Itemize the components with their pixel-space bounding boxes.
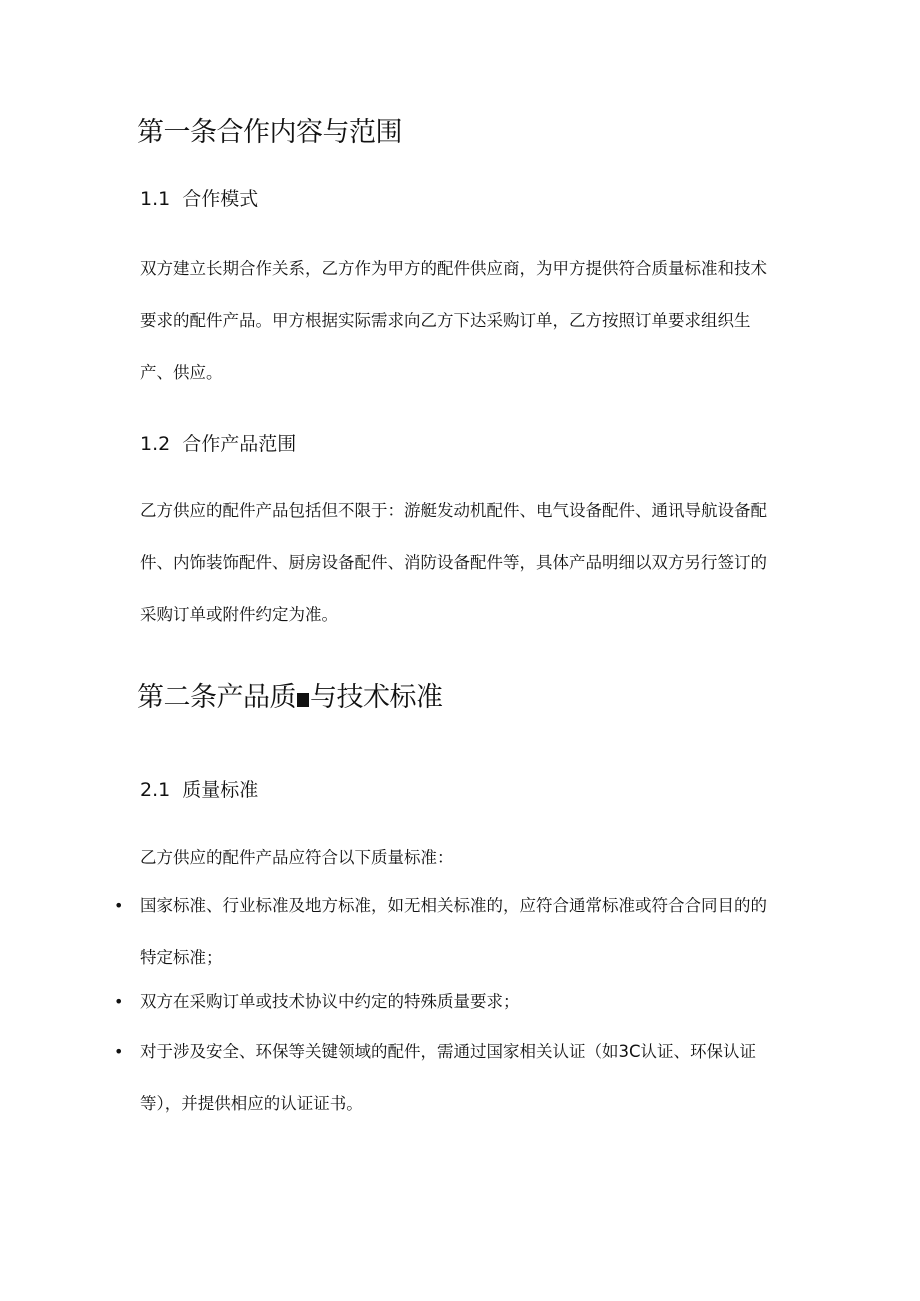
section-number: 1.1 bbox=[140, 188, 171, 210]
article-2-heading-part-a: 第二条产品质 bbox=[137, 682, 296, 713]
section-title: 合作模式 bbox=[182, 188, 259, 210]
list-item-text: 对于涉及安全、环保等关键领域的配件，需通过国家相关认证（如3C认证、环保认证等），并提供相应的认证证书。 bbox=[140, 1042, 757, 1113]
section-number: 1.2 bbox=[140, 433, 171, 455]
redacted-glyph-block bbox=[297, 693, 309, 707]
article-2-heading bbox=[137, 681, 443, 715]
section-title: 合作产品范围 bbox=[182, 433, 297, 455]
list-item-text: 国家标准、行业标准及地方标准，如无相关标准的，应符合通常标准或符合合同目的的特定标准； bbox=[140, 896, 767, 967]
section-1-2-paragraph: 乙方供应的配件产品包括但不限于：游艇发动机配件、电气设备配件、通讯导航设备配件、内饰装饰配件、厨房设备配件、消防设备配件等，具体产品明细以双方另行签订的采购订单或附件约定为准。 bbox=[140, 501, 767, 624]
section-number: 2.1 bbox=[140, 779, 171, 801]
bullet-icon: • bbox=[114, 896, 124, 915]
article-2-heading-part-b: 与技术标准 bbox=[310, 682, 443, 713]
section-1-1-paragraph: 双方建立长期合作关系，乙方作为甲方的配件供应商，为甲方提供符合质量标准和技术要求的配件产品。甲方根据实际需求向乙方下达采购订单，乙方按照订单要求组织生产、供应。 bbox=[140, 259, 767, 382]
list-item bbox=[114, 1026, 780, 1130]
bullet-icon: • bbox=[114, 1042, 124, 1061]
list-item bbox=[114, 976, 780, 1028]
section-1-2-heading bbox=[140, 431, 296, 457]
section-title: 质量标准 bbox=[182, 779, 259, 801]
list-item bbox=[114, 880, 780, 984]
article-1-heading: 第一条合作内容与范围 bbox=[137, 117, 402, 148]
list-item-text: 双方在采购订单或技术协议中约定的特殊质量要求； bbox=[140, 992, 520, 1011]
bullet-icon: • bbox=[114, 992, 124, 1011]
section-2-1-heading bbox=[140, 777, 258, 803]
section-1-1-heading bbox=[140, 186, 258, 212]
section-2-1-intro: 乙方供应的配件产品应符合以下质量标准： bbox=[140, 848, 454, 867]
